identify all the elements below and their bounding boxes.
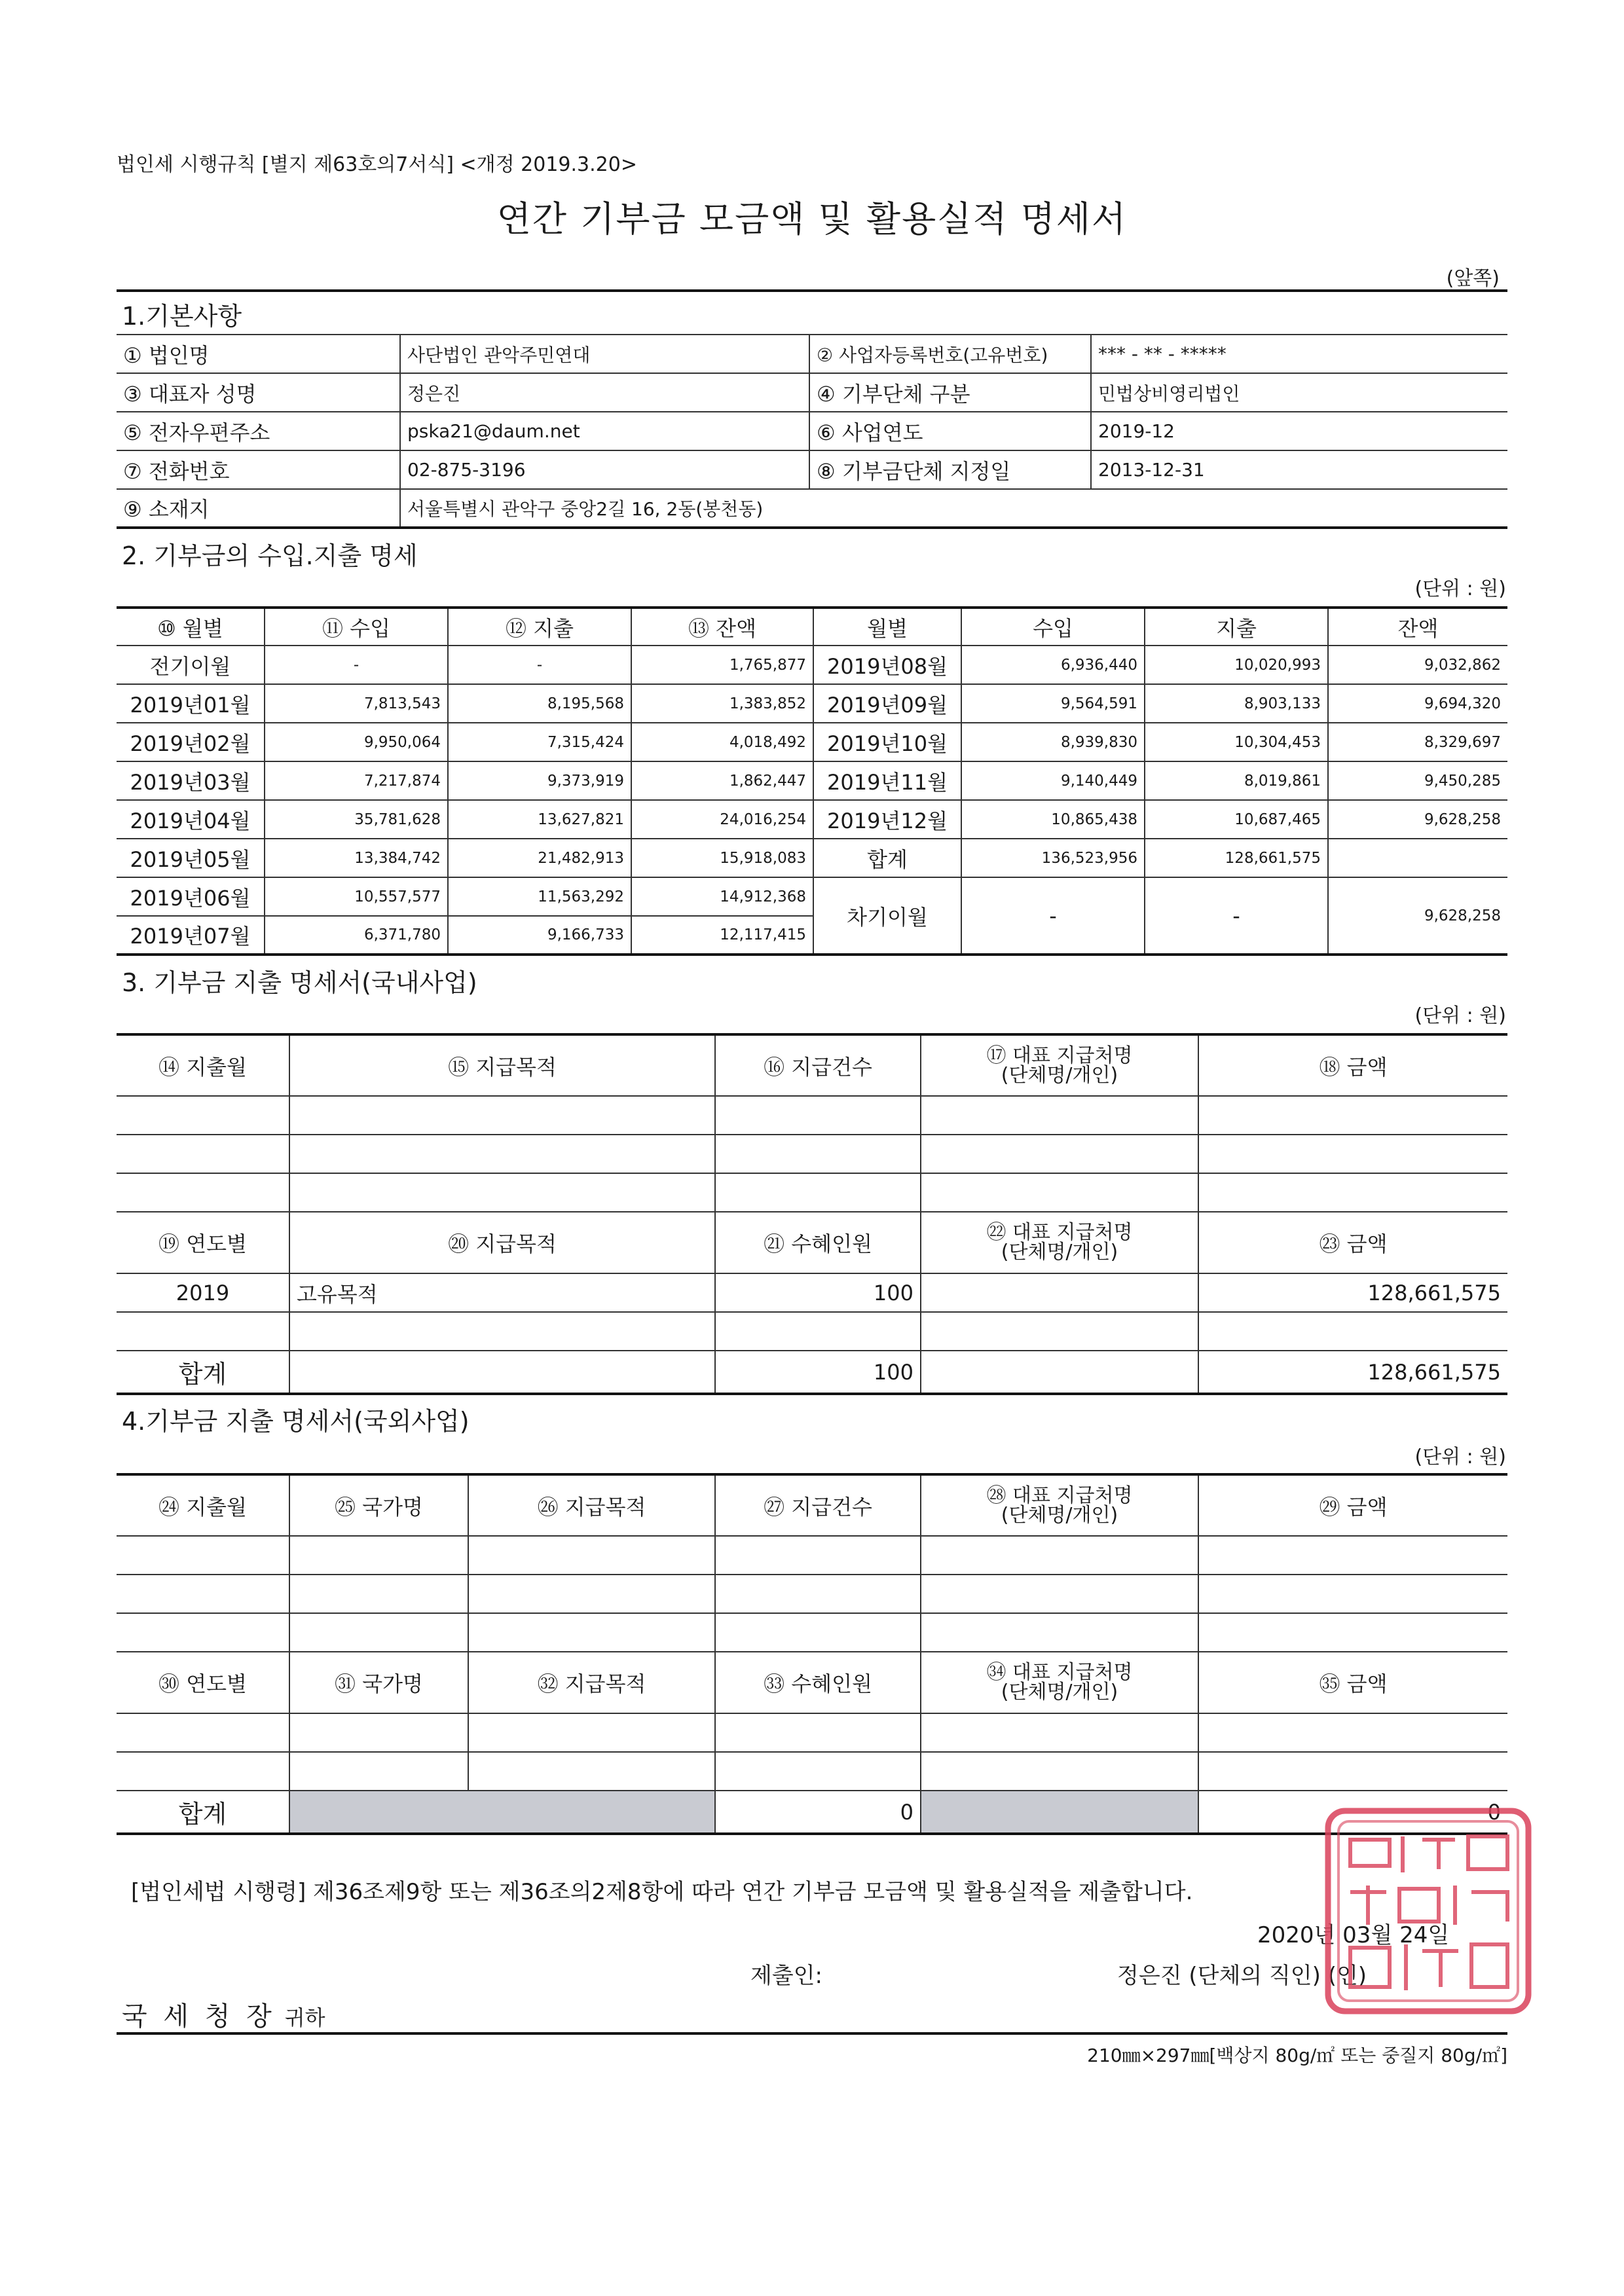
total-balance (1328, 839, 1507, 877)
empty-cell (1198, 1173, 1507, 1212)
income-cell: 35,781,628 (265, 800, 448, 839)
empty-cell (117, 1713, 289, 1752)
seal-glyphs (1350, 1836, 1507, 1990)
empty-cell (715, 1752, 921, 1791)
empty-cell (715, 1575, 921, 1613)
col-expense-2: 지출 (1145, 608, 1328, 646)
empty-cell (921, 1312, 1198, 1351)
empty-cell (921, 1536, 1198, 1575)
empty-cell (468, 1613, 715, 1652)
empty-cell (289, 1713, 468, 1752)
phone: 02-875-3196 (400, 450, 809, 489)
email-label: ⑤ 전자우편주소 (117, 412, 400, 450)
biz-year-label: ⑥ 사업연도 (809, 412, 1091, 450)
biz-reg-number: *** - ** - ***** (1091, 335, 1507, 373)
col-purpose: ㉖ 지급목적 (468, 1474, 715, 1536)
income-cell: 7,217,874 (265, 761, 448, 800)
expense-cell: 9,373,919 (448, 761, 631, 800)
beneficiaries-cell: 100 (715, 1273, 921, 1312)
income-cell: 6,936,440 (961, 646, 1145, 684)
address-label: ⑨ 소재지 (117, 489, 400, 528)
expense-cell: 9,166,733 (448, 916, 631, 955)
income-cell: 7,813,543 (265, 684, 448, 723)
overseas-total-label: 합계 (117, 1791, 289, 1834)
col-amount-2: ㉓ 금액 (1198, 1212, 1507, 1273)
group-type: 민법상비영리법인 (1091, 373, 1507, 412)
empty-cell (289, 1536, 468, 1575)
empty-cell (289, 1752, 468, 1791)
col-year: ㉚ 연도별 (117, 1652, 289, 1713)
income-cell: 9,950,064 (265, 723, 448, 761)
col-expense-month: ㉔ 지출월 (117, 1474, 289, 1536)
empty-cell (117, 1173, 289, 1212)
balance-cell: 12,117,415 (631, 916, 813, 955)
empty-cell (715, 1613, 921, 1652)
month-cell: 2019년07월 (117, 916, 265, 955)
phone-label: ⑦ 전화번호 (117, 450, 400, 489)
empty-cell (715, 1536, 921, 1575)
total-income: 136,523,956 (961, 839, 1145, 877)
col-beneficiaries: ㉝ 수혜인원 (715, 1652, 921, 1713)
empty-cell (1198, 1613, 1507, 1652)
address: 서울특별시 관악구 중앙2길 16, 2동(봉천동) (400, 489, 1507, 528)
empty-cell (468, 1713, 715, 1752)
overseas-expense-table (117, 1473, 1507, 1835)
income-cell: 13,384,742 (265, 839, 448, 877)
email: pska21@daum.net (400, 412, 809, 450)
empty-cell (1198, 1713, 1507, 1752)
expense-cell: 10,304,453 (1145, 723, 1328, 761)
balance-cell: 14,912,368 (631, 877, 813, 916)
empty-cell (289, 1351, 715, 1394)
overseas-unit: (단위 : 원) (1414, 1446, 1506, 1468)
col-payee: ⑰ 대표 지급처명 (단체명/개인) (921, 1034, 1198, 1096)
col-month: ⑩ 월별 (117, 608, 265, 646)
biz-year: 2019-12 (1091, 412, 1507, 450)
empty-cell (117, 1536, 289, 1575)
designation-label: ⑧ 기부금단체 지정일 (809, 450, 1091, 489)
col-country: ㉕ 국가명 (289, 1474, 468, 1536)
domestic-total-beneficiaries: 100 (715, 1351, 921, 1394)
expense-cell: 8,903,133 (1145, 684, 1328, 723)
overseas-total-beneficiaries: 0 (715, 1791, 921, 1834)
col-amount: ㉙ 금액 (1198, 1474, 1507, 1536)
income-cell: 8,939,830 (961, 723, 1145, 761)
col-purpose: ⑮ 지급목적 (289, 1034, 715, 1096)
balance-cell: 9,694,320 (1328, 684, 1507, 723)
empty-cell (289, 1613, 468, 1652)
month-cell: 2019년02월 (117, 723, 265, 761)
submitter-label: 제출인: (750, 1963, 822, 1989)
divider (117, 289, 1507, 292)
balance-cell: 9,032,862 (1328, 646, 1507, 684)
expense-cell: 10,687,465 (1145, 800, 1328, 839)
empty-cell (1198, 1312, 1507, 1351)
domestic-total-label: 합계 (117, 1351, 289, 1394)
overseas-total-amount: 0 (1198, 1791, 1507, 1834)
expense-cell: 7,315,424 (448, 723, 631, 761)
empty-cell (468, 1752, 715, 1791)
empty-cell (468, 1536, 715, 1575)
year-cell: 2019 (117, 1273, 289, 1312)
month-cell: 2019년05월 (117, 839, 265, 877)
carry-expense: - (1145, 877, 1328, 955)
submit-date: 2020년 03월 24일 (1257, 1922, 1450, 1948)
month-cell: 2019년04월 (117, 800, 265, 839)
month-cell: 2019년12월 (813, 800, 961, 839)
empty-cell (117, 1575, 289, 1613)
seal-inner-border (1338, 1821, 1518, 2001)
carry-balance: 9,628,258 (1328, 877, 1507, 955)
empty-cell (715, 1135, 921, 1173)
empty-cell (289, 1312, 715, 1351)
income-cell: 9,564,591 (961, 684, 1145, 723)
month-cell: 2019년10월 (813, 723, 961, 761)
income-unit: (단위 : 원) (1414, 577, 1506, 600)
income-cell: 6,371,780 (265, 916, 448, 955)
col-count: ⑯ 지급건수 (715, 1034, 921, 1096)
total-label: 합계 (813, 839, 961, 877)
balance-cell: 1,862,447 (631, 761, 813, 800)
empty-cell (117, 1135, 289, 1173)
col-amount: ⑱ 금액 (1198, 1034, 1507, 1096)
col-payee-2: ㉞ 대표 지급처명 (단체명/개인) (921, 1652, 1198, 1713)
income-cell: - (265, 646, 448, 684)
empty-cell (117, 1752, 289, 1791)
empty-cell (715, 1713, 921, 1752)
purpose-cell: 고유목적 (289, 1273, 715, 1312)
col-month-2: 월별 (813, 608, 961, 646)
col-payee: ㉘ 대표 지급처명 (단체명/개인) (921, 1474, 1198, 1536)
empty-cell (715, 1096, 921, 1135)
page-title: 연간 기부금 모금액 및 활용실적 명세서 (496, 198, 1128, 240)
balance-cell: 1,765,877 (631, 646, 813, 684)
regulation-note: 법인세 시행규칙 [별지 제63호의7서식] <개정 2019.3.20> (117, 153, 637, 176)
empty-cell (921, 1752, 1198, 1791)
biz-reg-label: ② 사업자등록번호(고유번호) (809, 335, 1091, 373)
col-purpose-2: ⑳ 지급목적 (289, 1212, 715, 1273)
month-cell: 2019년11월 (813, 761, 961, 800)
declaration-text: [법인세법 시행령] 제36조제9항 또는 제36조의2제8항에 따라 연간 기부금 모금액 및 활용실적을 제출합니다. (131, 1879, 1193, 1905)
empty-cell (715, 1173, 921, 1212)
empty-cell (289, 1173, 715, 1212)
income-cell: 10,557,577 (265, 877, 448, 916)
corp-name-label: ① 법인명 (117, 335, 400, 373)
balance-cell: 4,018,492 (631, 723, 813, 761)
balance-cell: 1,383,852 (631, 684, 813, 723)
shaded-cell (289, 1791, 715, 1834)
designation-date: 2013-12-31 (1091, 450, 1507, 489)
empty-cell (117, 1613, 289, 1652)
empty-cell (117, 1096, 289, 1135)
front-side-label: (앞쪽) (1446, 267, 1500, 290)
empty-cell (1198, 1536, 1507, 1575)
col-country-2: ㉛ 국가명 (289, 1652, 468, 1713)
divider (117, 2032, 1507, 2035)
col-balance: ⑬ 잔액 (631, 608, 813, 646)
corp-name: 사단법인 관악주민연대 (400, 335, 809, 373)
official-seal-stamp (1324, 1807, 1532, 2015)
section-domestic-title: 3. 기부금 지출 명세서(국내사업) (122, 968, 477, 997)
col-income: ⑪ 수입 (265, 608, 448, 646)
income-cell: 10,865,438 (961, 800, 1145, 839)
month-cell: 2019년08월 (813, 646, 961, 684)
month-cell: 2019년06월 (117, 877, 265, 916)
amount-cell: 128,661,575 (1198, 1273, 1507, 1312)
col-year: ⑲ 연도별 (117, 1212, 289, 1273)
empty-cell (921, 1575, 1198, 1613)
col-count: ㉗ 지급건수 (715, 1474, 921, 1536)
empty-cell (921, 1351, 1198, 1394)
empty-cell (715, 1312, 921, 1351)
balance-cell: 24,016,254 (631, 800, 813, 839)
empty-cell (289, 1135, 715, 1173)
domestic-unit: (단위 : 원) (1414, 1004, 1506, 1027)
income-cell: 9,140,449 (961, 761, 1145, 800)
group-type-label: ④ 기부단체 구분 (809, 373, 1091, 412)
month-cell: 2019년03월 (117, 761, 265, 800)
col-balance-2: 잔액 (1328, 608, 1507, 646)
rep-name: 정은진 (400, 373, 809, 412)
empty-cell (921, 1135, 1198, 1173)
col-expense: ⑫ 지출 (448, 608, 631, 646)
expense-cell: 10,020,993 (1145, 646, 1328, 684)
col-expense-month: ⑭ 지출월 (117, 1034, 289, 1096)
domestic-expense-table (117, 1033, 1507, 1395)
signer-name: 정은진 (단체의 직인) (인) (1117, 1963, 1367, 1989)
balance-cell: 9,628,258 (1328, 800, 1507, 839)
basic-info-table (117, 334, 1507, 529)
empty-cell (1198, 1752, 1507, 1791)
section-basic-title: 1.기본사항 (122, 302, 242, 331)
month-cell: 2019년01월 (117, 684, 265, 723)
payee-cell (921, 1273, 1198, 1312)
empty-cell (468, 1575, 715, 1613)
col-beneficiaries: ㉑ 수혜인원 (715, 1212, 921, 1273)
expense-cell: 8,195,568 (448, 684, 631, 723)
rep-label: ③ 대표자 성명 (117, 373, 400, 412)
total-expense: 128,661,575 (1145, 839, 1328, 877)
expense-cell: 11,563,292 (448, 877, 631, 916)
expense-cell: 13,627,821 (448, 800, 631, 839)
shaded-cell (921, 1791, 1198, 1834)
empty-cell (289, 1575, 468, 1613)
empty-cell (289, 1096, 715, 1135)
empty-cell (1198, 1575, 1507, 1613)
carry-label: 차기이월 (813, 877, 961, 955)
carry-income: - (961, 877, 1145, 955)
addressee: 국 세 청 장 귀하 (122, 2001, 325, 2032)
empty-cell (921, 1613, 1198, 1652)
expense-cell: 8,019,861 (1145, 761, 1328, 800)
section-overseas-title: 4.기부금 지출 명세서(국외사업) (122, 1407, 470, 1436)
balance-cell: 15,918,083 (631, 839, 813, 877)
section-income-title: 2. 기부금의 수입.지출 명세 (122, 541, 418, 570)
month-cell: 전기이월 (117, 646, 265, 684)
col-payee-2: ㉒ 대표 지급처명 (단체명/개인) (921, 1212, 1198, 1273)
empty-cell (921, 1173, 1198, 1212)
balance-cell: 8,329,697 (1328, 723, 1507, 761)
empty-cell (117, 1312, 289, 1351)
paper-spec: 210㎜×297㎜[백상지 80g/㎡ 또는 중질지 80g/㎡] (1087, 2045, 1507, 2066)
expense-cell: 21,482,913 (448, 839, 631, 877)
col-income-2: 수입 (961, 608, 1145, 646)
income-expense-table (117, 606, 1507, 956)
month-cell: 2019년09월 (813, 684, 961, 723)
empty-cell (1198, 1096, 1507, 1135)
col-purpose-2: ㉜ 지급목적 (468, 1652, 715, 1713)
expense-cell: - (448, 646, 631, 684)
balance-cell: 9,450,285 (1328, 761, 1507, 800)
empty-cell (921, 1096, 1198, 1135)
col-amount-2: ㉟ 금액 (1198, 1652, 1507, 1713)
domestic-total-amount: 128,661,575 (1198, 1351, 1507, 1394)
empty-cell (921, 1713, 1198, 1752)
empty-cell (1198, 1135, 1507, 1173)
